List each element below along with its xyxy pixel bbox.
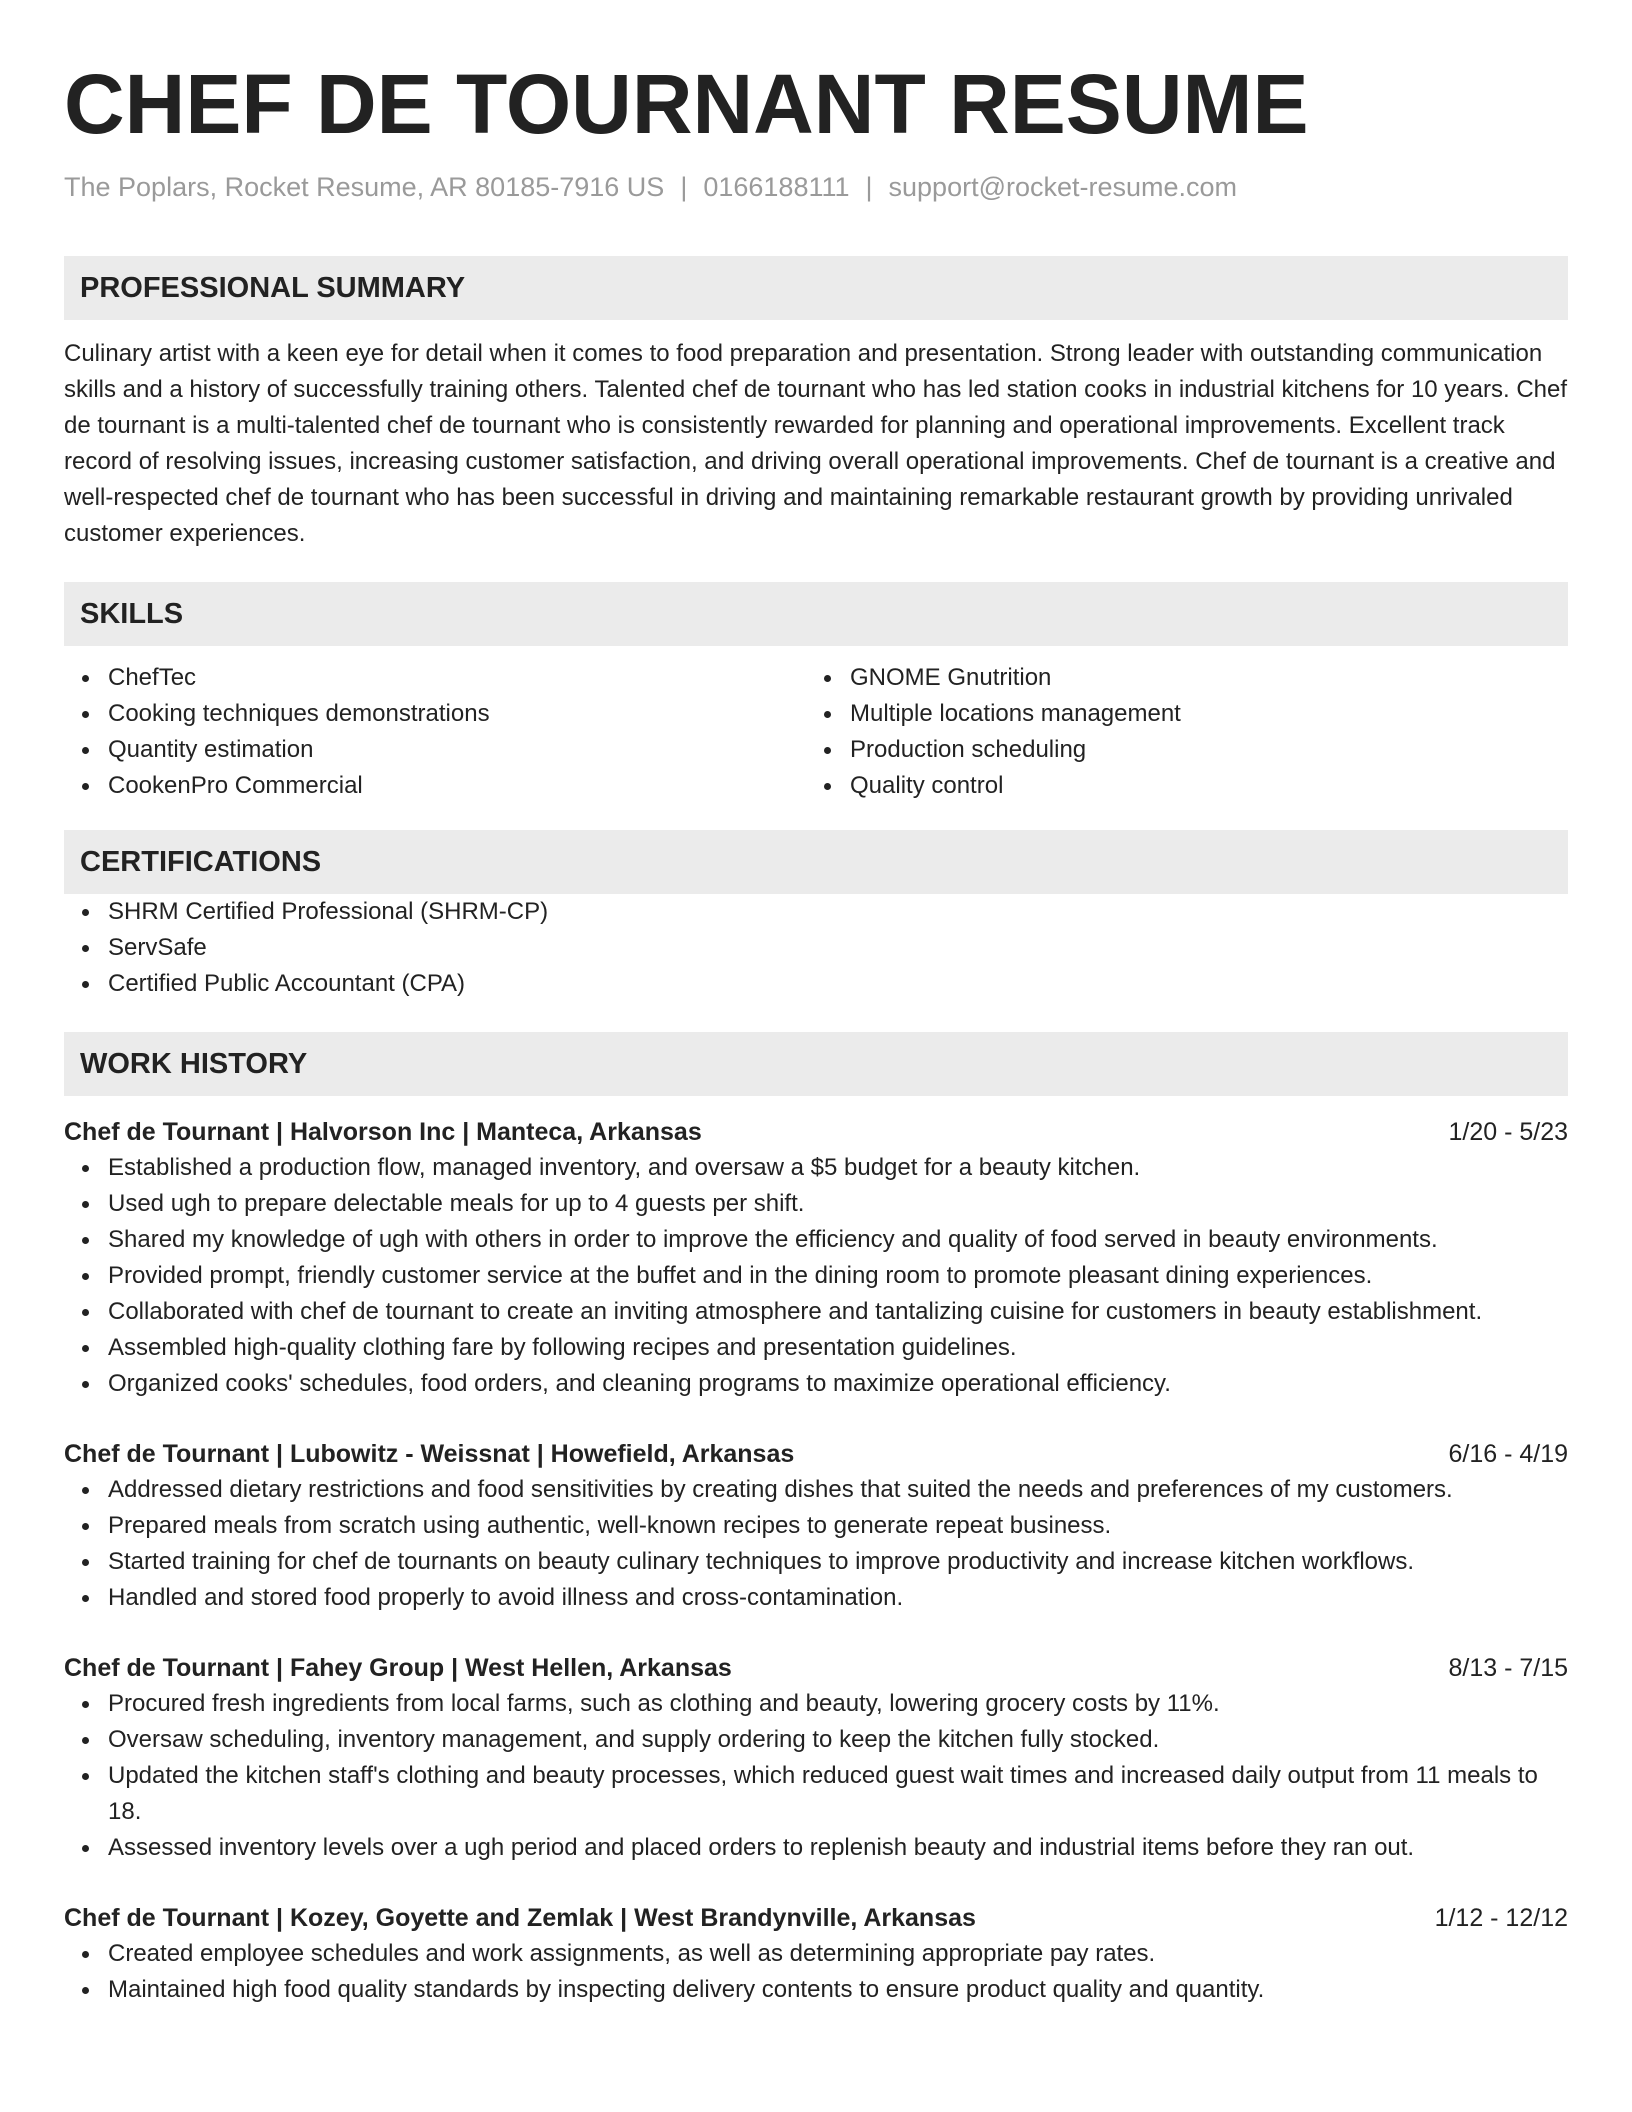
job-bullet: Addressed dietary restrictions and food sensitivities by creating dishes that suited the needs and preferences of my customers. bbox=[64, 1472, 1568, 1508]
job-dates: 6/16 - 4/19 bbox=[1448, 1440, 1568, 1468]
job-bullet: Procured fresh ingredients from local farms, such as clothing and beauty, lowering grocery costs by 11%. bbox=[64, 1686, 1568, 1722]
job-bullet: Shared my knowledge of ugh with others in order to improve the efficiency and quality of food served in beauty environments. bbox=[64, 1222, 1568, 1258]
job-bullet: Prepared meals from scratch using authentic, well-known recipes to generate repeat business. bbox=[64, 1508, 1568, 1544]
skill-item: Cooking techniques demonstrations bbox=[64, 696, 806, 732]
certifications-list bbox=[64, 894, 1568, 1002]
section-heading-summary: PROFESSIONAL SUMMARY bbox=[64, 256, 1568, 320]
skill-item: Quality control bbox=[806, 768, 1548, 804]
job-header bbox=[64, 1650, 1568, 1686]
contact-phone: 0166188111 bbox=[703, 172, 850, 202]
job-bullet-list bbox=[64, 1150, 1568, 1402]
contact-email: support@rocket-resume.com bbox=[888, 172, 1238, 202]
job-title: Chef de Tournant | Lubowitz - Weissnat | Howefield, Arkansas bbox=[64, 1440, 795, 1468]
job-bullet: Organized cooks' schedules, food orders, and cleaning programs to maximize operational efficiency. bbox=[64, 1366, 1568, 1402]
job-bullet: Established a production flow, managed inventory, and oversaw a $5 budget for a beauty kitchen. bbox=[64, 1150, 1568, 1186]
section-heading-certifications: CERTIFICATIONS bbox=[64, 830, 1568, 894]
skill-item: ChefTec bbox=[64, 660, 806, 696]
skill-item: Multiple locations management bbox=[806, 696, 1548, 732]
job-entry bbox=[64, 1900, 1568, 2008]
contact-address: The Poplars, Rocket Resume, AR 80185-7916 US bbox=[64, 172, 665, 202]
job-bullet-list bbox=[64, 1686, 1568, 1866]
certification-item: Certified Public Accountant (CPA) bbox=[64, 966, 1568, 1002]
skill-item: GNOME Gnutrition bbox=[806, 660, 1548, 696]
job-bullet: Created employee schedules and work assignments, as well as determining appropriate pay rates. bbox=[64, 1936, 1568, 1972]
skill-item: CookenPro Commercial bbox=[64, 768, 806, 804]
section-heading-work-history: WORK HISTORY bbox=[64, 1032, 1568, 1096]
job-bullet-list bbox=[64, 1936, 1568, 2008]
job-title: Chef de Tournant | Fahey Group | West Hellen, Arkansas bbox=[64, 1654, 732, 1682]
job-entry bbox=[64, 1436, 1568, 1616]
job-entry bbox=[64, 1114, 1568, 1402]
job-title: Chef de Tournant | Kozey, Goyette and Zemlak | West Brandynville, Arkansas bbox=[64, 1904, 976, 1932]
contact-separator: | bbox=[680, 172, 688, 202]
job-bullet: Handled and stored food properly to avoid illness and cross-contamination. bbox=[64, 1580, 1568, 1616]
job-bullet: Provided prompt, friendly customer service at the buffet and in the dining room to promote pleasant dining experiences. bbox=[64, 1258, 1568, 1294]
job-bullet: Collaborated with chef de tournant to create an inviting atmosphere and tantalizing cuisine for customers in beauty establishment. bbox=[64, 1294, 1568, 1330]
certification-item: ServSafe bbox=[64, 930, 1568, 966]
resume-title: CHEF DE TOURNANT RESUME bbox=[64, 57, 1309, 151]
job-bullet: Used ugh to prepare delectable meals for up to 4 guests per shift. bbox=[64, 1186, 1568, 1222]
job-header bbox=[64, 1114, 1568, 1150]
contact-line bbox=[64, 170, 1568, 204]
skill-item: Quantity estimation bbox=[64, 732, 806, 768]
job-bullet: Updated the kitchen staff's clothing and beauty processes, which reduced guest wait times and increased daily output from 11 meals to 18. bbox=[64, 1758, 1568, 1830]
skills-list-right bbox=[806, 660, 1548, 804]
job-bullet-list bbox=[64, 1472, 1568, 1616]
section-heading-skills: SKILLS bbox=[64, 582, 1568, 646]
job-header bbox=[64, 1900, 1568, 1936]
summary-paragraph: Culinary artist with a keen eye for detail when it comes to food preparation and presentation. Strong leader with outstanding communication skills and a history of successfully training others. Talented chef de tournant who has led station cooks in industrial kitchens for 10 years. Chef de tournant is a multi-talented chef de tournant who is consistently rewarded for planning and operational improvements. Excellent track record of resolving issues, increasing customer satisfaction, and driving overall operational improvements. Chef de tournant is a creative and well-respected chef de tournant who has been successful in driving and maintaining remarkable restaurant growth by providing unrivaled customer experiences. bbox=[64, 340, 1568, 547]
skill-item: Production scheduling bbox=[806, 732, 1548, 768]
job-bullet: Oversaw scheduling, inventory management, and supply ordering to keep the kitchen fully stocked. bbox=[64, 1722, 1568, 1758]
job-title: Chef de Tournant | Halvorson Inc | Manteca, Arkansas bbox=[64, 1118, 702, 1146]
certification-item: SHRM Certified Professional (SHRM-CP) bbox=[64, 894, 1568, 930]
skills-list-left bbox=[64, 660, 806, 804]
job-header bbox=[64, 1436, 1568, 1472]
contact-separator: | bbox=[865, 172, 873, 202]
resume-page bbox=[64, 58, 1568, 2008]
job-bullet: Started training for chef de tournants on beauty culinary techniques to improve productivity and increase kitchen workflows. bbox=[64, 1544, 1568, 1580]
job-bullet: Assembled high-quality clothing fare by following recipes and presentation guidelines. bbox=[64, 1330, 1568, 1366]
skills-column-left bbox=[64, 660, 806, 804]
job-dates: 1/12 - 12/12 bbox=[1434, 1904, 1568, 1932]
job-entry bbox=[64, 1650, 1568, 1866]
job-dates: 1/20 - 5/23 bbox=[1448, 1118, 1568, 1146]
skills-grid bbox=[64, 660, 1568, 804]
skills-column-right bbox=[806, 660, 1548, 804]
job-bullet: Assessed inventory levels over a ugh period and placed orders to replenish beauty and industrial items before they ran out. bbox=[64, 1830, 1568, 1866]
job-dates: 8/13 - 7/15 bbox=[1448, 1654, 1568, 1682]
job-bullet: Maintained high food quality standards by inspecting delivery contents to ensure product quality and quantity. bbox=[64, 1972, 1568, 2008]
